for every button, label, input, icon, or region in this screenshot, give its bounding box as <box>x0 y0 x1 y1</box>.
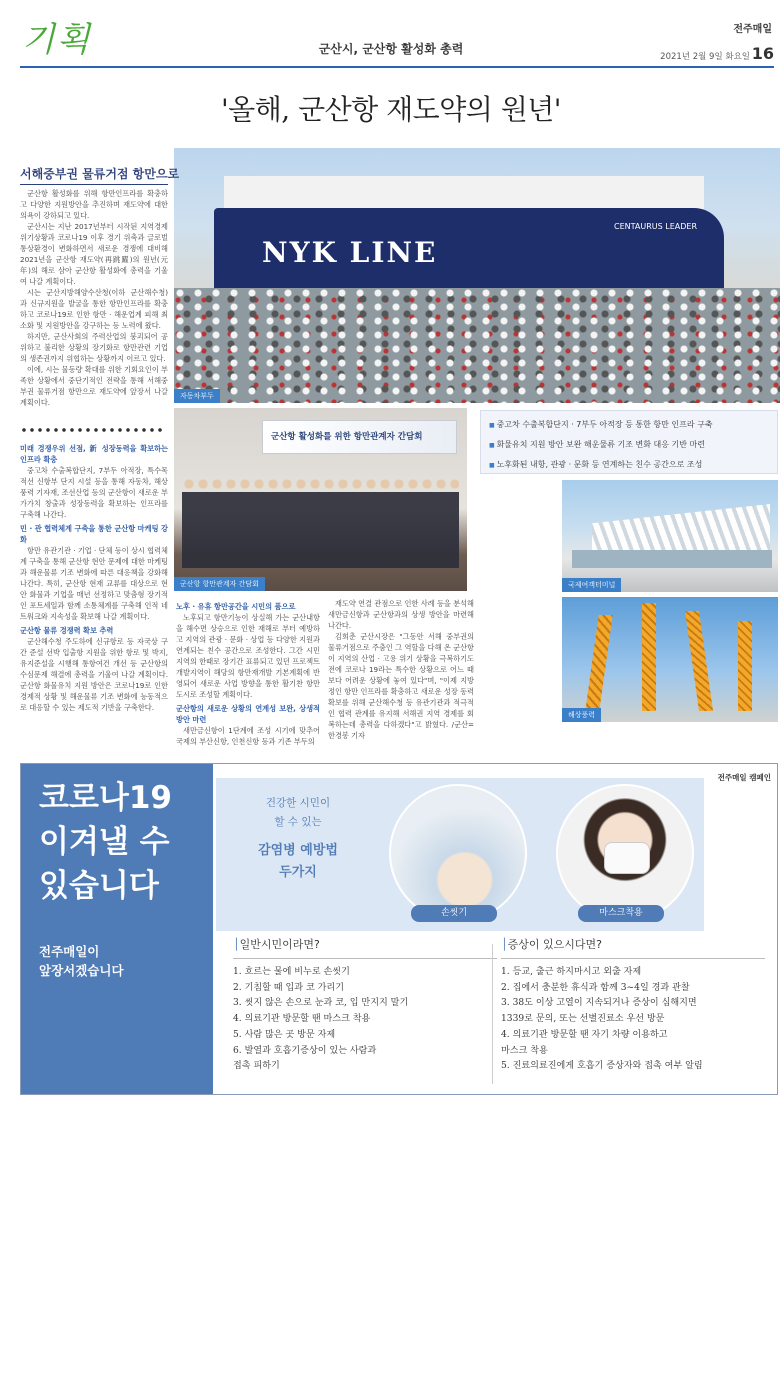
handwashing-image <box>389 784 527 922</box>
paragraph: 김희춘 군산시장은 "그동안 서해 중부권의 물류거점으로 주춤인 그 역할을 다해 온 군산항이 지역의 산업 · 고용 위기 상황을 극복하기도 전에 코로나 19라는 특수한 상황으로 어느 때보다 어려운 상황에 놓여 있다"며, "이제 지방정인 항만 인프라를 확충하고 새로운 성장 동력 확보를 위해 군산해수청 등 유관기관과 적극적인 협력 관계를 유지해 서해권 지역 경제를 회복하는데 총력을 다하겠다"고 밝혔다. /군산=한경봉 기자 <box>328 632 474 740</box>
list-item: 4. 의료기관 방문할 땐 자기 차량 이용하고 <box>501 1029 668 1040</box>
car-carrier-ship-photo <box>174 148 780 403</box>
section-label: 기획 <box>22 20 92 60</box>
list-item: 4. 의료기관 방문할 땐 마스크 착용 <box>233 1014 371 1025</box>
art-line: 건강한 시민이 <box>265 797 331 809</box>
list-item: 1. 등교, 출근 하지마시고 외출 자제 <box>501 967 642 977</box>
list-item: 2. 기침할 때 입과 코 가리기 <box>233 982 344 993</box>
campaign-title <box>39 776 172 908</box>
handwashing-label: 손씻기 <box>411 905 497 922</box>
article-section-heading: 미래 경쟁우위 선점, 新 성장동력을 확보하는 인프라 확충 <box>20 444 168 464</box>
ship-logo-text: NYK LINE <box>262 236 438 269</box>
paragraph: 시는 군산지방해양수산청(이하 군산해수청)과 신규지원을 발굴을 통한 항만인프라를 확충하고 코로나19로 인한 항만 · 해운업계 피해 최소화 및 지원방안을 강구하는 등 노력에 왔다. <box>20 288 168 330</box>
campaign-subtitle-line: 전주매일이 <box>39 944 100 959</box>
newspaper-name: 전주매일 <box>733 24 772 35</box>
paragraph: 군산시는 지난 2017년부터 시작된 지역경제 위기상황과 코로나19 이후 경기 위축과 글로벌 통상환경이 변화하면서 새로운 경쟁에 대비해 2021년을 군산항 재도약(再跳躍)의 원년(元年)의 해로 삼아 군산항 활성화에 총력을 기울여 나갈 계획이다. <box>20 222 168 286</box>
article-column-2 <box>176 598 320 747</box>
terminal-roof <box>592 504 770 552</box>
article-column-1b <box>20 440 168 713</box>
list-item: 1. 흐르는 물에 비누로 손씻기 <box>233 967 350 977</box>
paragraph: 노후되고 항만기능이 상실해 가는 군산내항을 해수면 상승으로 인한 재해로 부터 예방하고 지역의 관광 · 문화 · 상업 등 다양한 지원과 연계되는 친수 공간으로 조성한다. 그간 시민 지역의 한때로 장기간 표류되고 있던 프로젝트 개발지역이 해당의 항만재개발 기본계획에 반영되어 새로운 사업 방향을 통한 활기찬 항만도시로 조성할 계획이다. <box>176 613 320 699</box>
summary-points-box <box>480 410 778 474</box>
list-item: 3. 38도 이상 고열이 지속되거나 증상이 심해지면 <box>501 998 697 1009</box>
paragraph: 군산항 활성화를 위해 항만인프라를 확충하고 다양한 지원방안을 추진하며 재도약에 대한 의욕이 강하되고 있다. <box>20 189 168 220</box>
campaign-tag: 전주매일 캠페인 <box>717 773 771 782</box>
campaign-ad <box>20 763 778 1380</box>
article-column-3 <box>328 598 474 741</box>
paragraph: 항만 유관기관 · 기업 · 단체 등이 상시 협력체계 구축을 통해 군산항 현안 문제에 대한 마케팅과 해운물류 기조 변화에 따른 대응책을 강화해 나간다. 특히, 군산항 현재 교류를 대상으로 현안 화물과 기업을 매년 선정하고 맞춤형 장기적인 포트세일과 함께 소통체계를 구축해 인적 네트워크와 지속성을 확보해 나갈 계획이다. <box>20 546 168 621</box>
mask-label: 마스크착용 <box>578 905 664 922</box>
photo-caption: 해상풍력 <box>562 708 601 722</box>
article-section-heading: 민 · 관 협력체계 구축을 통한 군산항 마케팅 강화 <box>20 524 168 544</box>
campaign-left-panel: 코로나19 이겨낼 수 있습니다 전주매일이 앞장서겠습니다 자료: 질병관리청 <box>21 764 213 1094</box>
list-item: 5. 사람 많은 곳 방문 자제 <box>233 1029 336 1040</box>
ferry-terminal-photo <box>562 480 778 592</box>
subhead-rule <box>20 184 168 185</box>
meeting-banner <box>262 420 457 454</box>
summary-point: ■ 화물유치 지원 방안 보완 해운물류 기조 변화 대응 기반 마련 <box>489 435 769 455</box>
campaign-subtitle <box>39 942 124 980</box>
art-line: 감염병 예방법 <box>258 843 338 858</box>
campaign-art-text <box>234 786 362 918</box>
list-item: 접촉 피하기 <box>233 1061 280 1072</box>
mask-wearing-image <box>556 784 694 922</box>
list-title: │ 일반시민이라면? <box>233 936 497 959</box>
group-of-people <box>182 478 459 568</box>
list-item: 2. 집에서 충분한 휴식과 함께 3~4일 경과 관찰 <box>501 982 690 993</box>
summary-point: ■ 중고차 수출복합단지 · 7부두 아적장 등 통한 항만 인프라 구축 <box>489 415 769 435</box>
list-item: 3. 씻지 않은 손으로 눈과 코, 입 만지지 말기 <box>233 998 409 1009</box>
jacket-structure <box>738 621 752 711</box>
photo-caption: 군산항 항만관계자 간담회 <box>174 577 265 591</box>
list-item: 마스크 착용 <box>501 1045 548 1056</box>
jacket-structure <box>585 615 612 711</box>
meeting-banner-text: 군산항 활성화를 위한 항만관계자 간담회 <box>271 432 423 442</box>
art-line: 할 수 있는 <box>274 816 322 828</box>
terminal-building <box>572 550 772 568</box>
art-line: 두가지 <box>279 865 317 880</box>
paragraph: 군산해수청 주도하에 신규항로 등 자국상 구간 준설 선박 입출항 지원을 위한 항로 및 박지, 유지준설을 시행해 통항여건 개선 등 군산항의 수심문제 해결에 총력을 기울여 나갈 계획이다. 군산항 화물유치 지원 방안은 코로나19로 인한 경제적 상황 및 해운물류 기조 변화에 능동적으로 대응할 수 있는 제도적 기반을 구축한다. <box>20 637 168 712</box>
paragraph: 이에, 시는 물동량 확대를 위한 기회요인이 부족한 상황에서 중단기적인 전략을 통해 서해중부권 물류거점 항만으로 재도약에 앞장서 나갈 계획이다. <box>20 365 168 407</box>
list-item: 1339로 문의, 또는 선별진료소 우선 방문 <box>501 1014 665 1025</box>
campaign-title-line: 이겨낼 수 <box>39 824 170 860</box>
photo-caption: 국제여객터미널 <box>562 578 621 592</box>
face-mask-icon <box>604 842 650 874</box>
section-title: 군산시, 군산항 활성화 총력 <box>318 42 464 56</box>
header-rule <box>20 66 774 68</box>
paragraph: 새만금신항이 1단계에 조성 시기에 맞추어 국제의 부산신항, 인천신항 등과 기존 부두의 <box>176 726 320 746</box>
list-item: 5. 진료의료진에게 호흡기 증상자와 접촉 여부 알림 <box>501 1061 703 1072</box>
list-item: 6. 발열과 호흡기증상이 있는 사람과 <box>233 1045 377 1056</box>
article-section-heading: 노후 · 유휴 항만공간을 시민의 품으로 <box>176 602 296 611</box>
meeting-group-photo <box>174 408 467 591</box>
paragraph: 재도약 연결 관점으로 인한 사례 등을 분석해 새만금신항과 군산항과의 상생 방안을 마련해 나간다. <box>328 599 474 630</box>
list-divider <box>492 944 493 1084</box>
paragraph: 하지만, 군산사회의 주력산업의 붕괴되어 공위하고 불리한 상황의 장기화로 항만관련 기업의 생존권까지 위협하는 상황까지 이르고 있다. <box>20 332 168 363</box>
summary-point: ■ 노후화된 내항, 관광 · 문화 등 연계하는 친수 공간으로 조성 <box>489 455 769 475</box>
article-column-1 <box>20 188 168 408</box>
page-number: 16 <box>751 44 774 63</box>
photo-caption: 자동차부두 <box>174 389 220 403</box>
campaign-subtitle-line: 앞장서겠습니다 <box>39 963 124 978</box>
jacket-structure <box>685 611 713 711</box>
general-public-list <box>233 936 497 1075</box>
article-subhead: 서해중부권 물류거점 항만으로 <box>20 167 180 181</box>
list-title: │ 증상이 있으시다면? <box>501 936 765 959</box>
campaign-title-line: 있습니다 <box>39 868 159 904</box>
page-header <box>0 0 782 68</box>
article-headline: '올해, 군산항 재도약의 원년' <box>220 93 562 126</box>
paragraph: 중고차 수출복합단지, 7부두 아적장, 특수목적선 신항부 단지 시설 등을 통해 자동차, 해상풍력 기자재, 조선산업 등의 군산항이 새로운 부가가치 창출과 성장동력을 확보하는 인프라를 구축해 나간다. <box>20 466 168 519</box>
article-section-heading: 군산항의 새로운 상황의 연계성 보완, 상생적 방안 마련 <box>176 704 320 724</box>
article-section-heading: 군산항 물류 경쟁력 확보 추력 <box>20 626 114 635</box>
issue-date: 2021년 2월 9일 화요일 <box>660 52 750 62</box>
campaign-illustration <box>216 778 704 931</box>
symptomatic-list <box>501 936 765 1075</box>
offshore-wind-structure-photo <box>562 597 778 722</box>
dotted-divider <box>20 428 166 432</box>
ship-name-text: CENTAURUS LEADER <box>614 222 698 231</box>
jacket-structure <box>642 603 656 711</box>
parked-cars <box>174 288 780 403</box>
campaign-title-line: 코로나19 <box>39 780 172 816</box>
